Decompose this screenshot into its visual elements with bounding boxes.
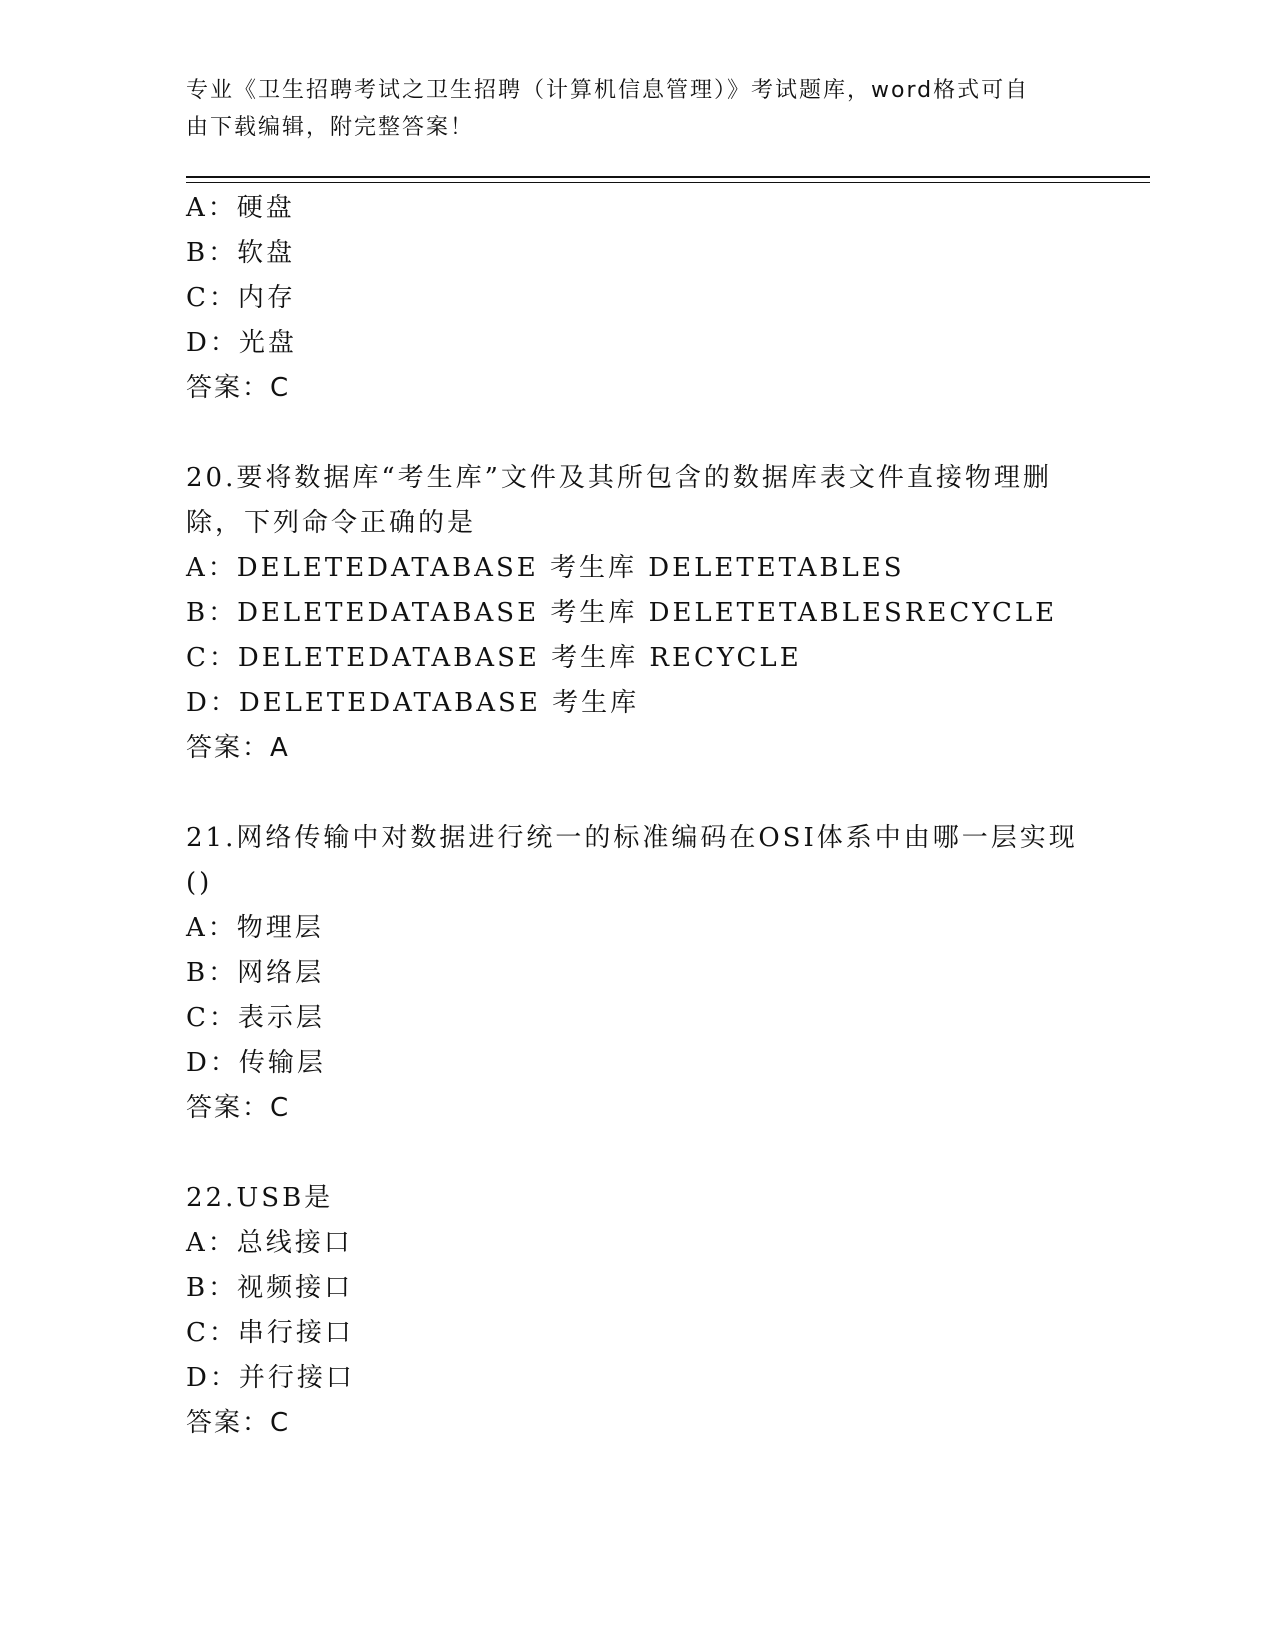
q22-option-c: C：串行接口	[186, 1318, 354, 1348]
q19-option-a: A：硬盘	[186, 193, 295, 223]
document-header	[186, 72, 1066, 146]
q20-stem-line-2: 除，下列命令正确的是	[186, 508, 477, 538]
q21-option-d: D：传输层	[186, 1048, 326, 1078]
q21-option-c: C：表示层	[186, 1003, 325, 1033]
q20-stem-line-1: 20.要将数据库“考生库”文件及其所包含的数据库表文件直接物理删	[186, 463, 1052, 493]
header-divider-thick	[186, 176, 1150, 178]
q19-option-c: C：内存	[186, 283, 296, 313]
q21-option-a: A：物理层	[186, 913, 324, 943]
q20-option-a: A：DELETEDATABASE 考生库 DELETETABLES	[186, 553, 905, 583]
q22-stem-line-1: 22.USB是	[186, 1183, 334, 1213]
header-line-2: 由下载编辑，附完整答案！	[186, 115, 475, 140]
q19-answer: 答案：C	[186, 373, 291, 403]
q19-option-b: B：软盘	[186, 238, 296, 268]
q21-stem-line-1: 21.网络传输中对数据进行统一的标准编码在OSI体系中由哪一层实现	[186, 823, 1078, 853]
q20-answer: 答案：A	[186, 733, 290, 763]
q21-stem-line-2: ()	[186, 868, 213, 898]
header-divider-thin	[186, 182, 1150, 183]
header-line-1: 专业《卫生招聘考试之卫生招聘（计算机信息管理）》考试题库，word格式可自	[186, 78, 1030, 103]
q19-option-d: D：光盘	[186, 328, 297, 358]
q21-answer: 答案：C	[186, 1093, 291, 1123]
q22-option-a: A：总线接口	[186, 1228, 353, 1258]
q20-option-d: D：DELETEDATABASE 考生库	[186, 688, 640, 718]
q22-option-b: B：视频接口	[186, 1273, 354, 1303]
q20-option-c: C：DELETEDATABASE 考生库 RECYCLE	[186, 643, 802, 673]
q22-answer: 答案：C	[186, 1408, 291, 1438]
q20-option-b: B：DELETEDATABASE 考生库 DELETETABLESRECYCLE	[186, 598, 1058, 628]
q22-option-d: D：并行接口	[186, 1363, 355, 1393]
q21-option-b: B：网络层	[186, 958, 325, 988]
